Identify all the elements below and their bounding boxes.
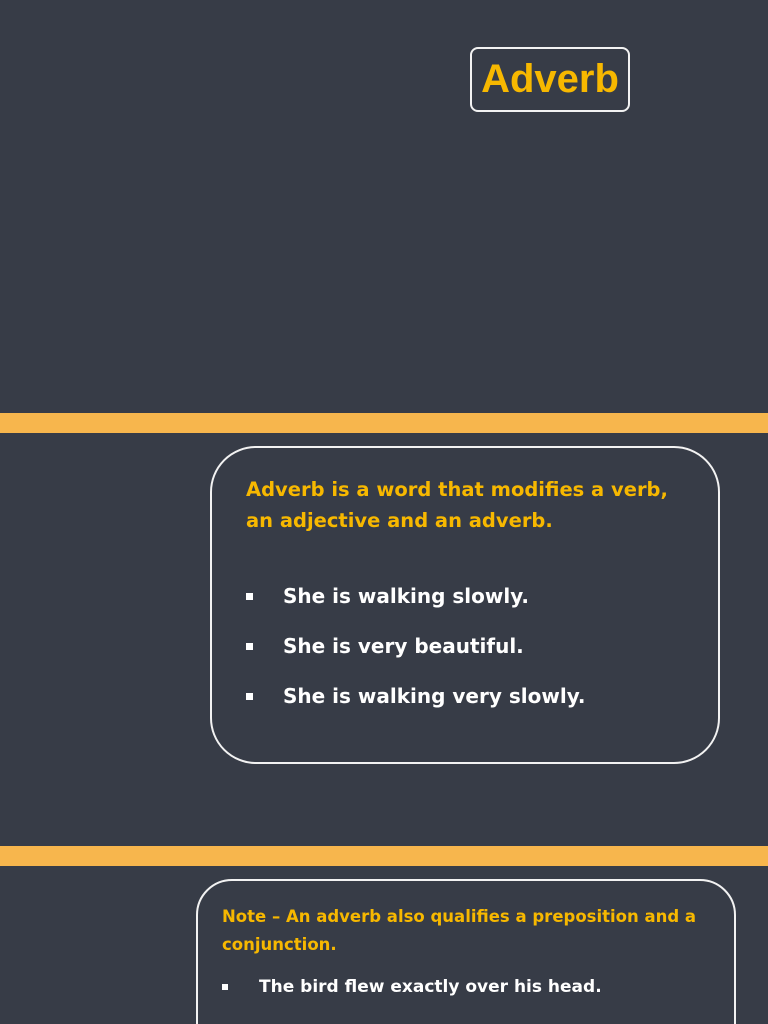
- slide-divider: [0, 846, 768, 866]
- example-list: [246, 582, 696, 732]
- bullet-icon: [222, 984, 228, 990]
- example-item: [246, 582, 696, 632]
- slide-note: [0, 866, 768, 1024]
- slide-title-text: Adverb: [481, 57, 619, 101]
- bullet-icon: [246, 643, 253, 650]
- example-item: [246, 632, 696, 682]
- note-text: Note – An adverb also qualifies a preposition and a conjunction.: [222, 907, 697, 954]
- example-text: She is very beautiful.: [283, 634, 524, 658]
- example-text: The bird flew exactly over his head.: [259, 977, 602, 997]
- definition-card: [210, 446, 720, 764]
- slide-title-box: [470, 47, 630, 112]
- slide-definition: [0, 433, 768, 846]
- example-text: She is walking very slowly.: [283, 684, 586, 708]
- bullet-icon: [246, 693, 253, 700]
- example-text: She is walking slowly.: [283, 584, 530, 608]
- note-card: [196, 879, 736, 1024]
- definition-text: Adverb is a word that modifies a verb, an adjective and an adverb.: [246, 478, 668, 532]
- example-item: [246, 682, 696, 732]
- bullet-icon: [246, 593, 253, 600]
- example-item: [222, 972, 717, 1002]
- slide-title: [0, 0, 768, 413]
- slide-divider: [0, 413, 768, 433]
- note-example-list: [222, 972, 717, 1002]
